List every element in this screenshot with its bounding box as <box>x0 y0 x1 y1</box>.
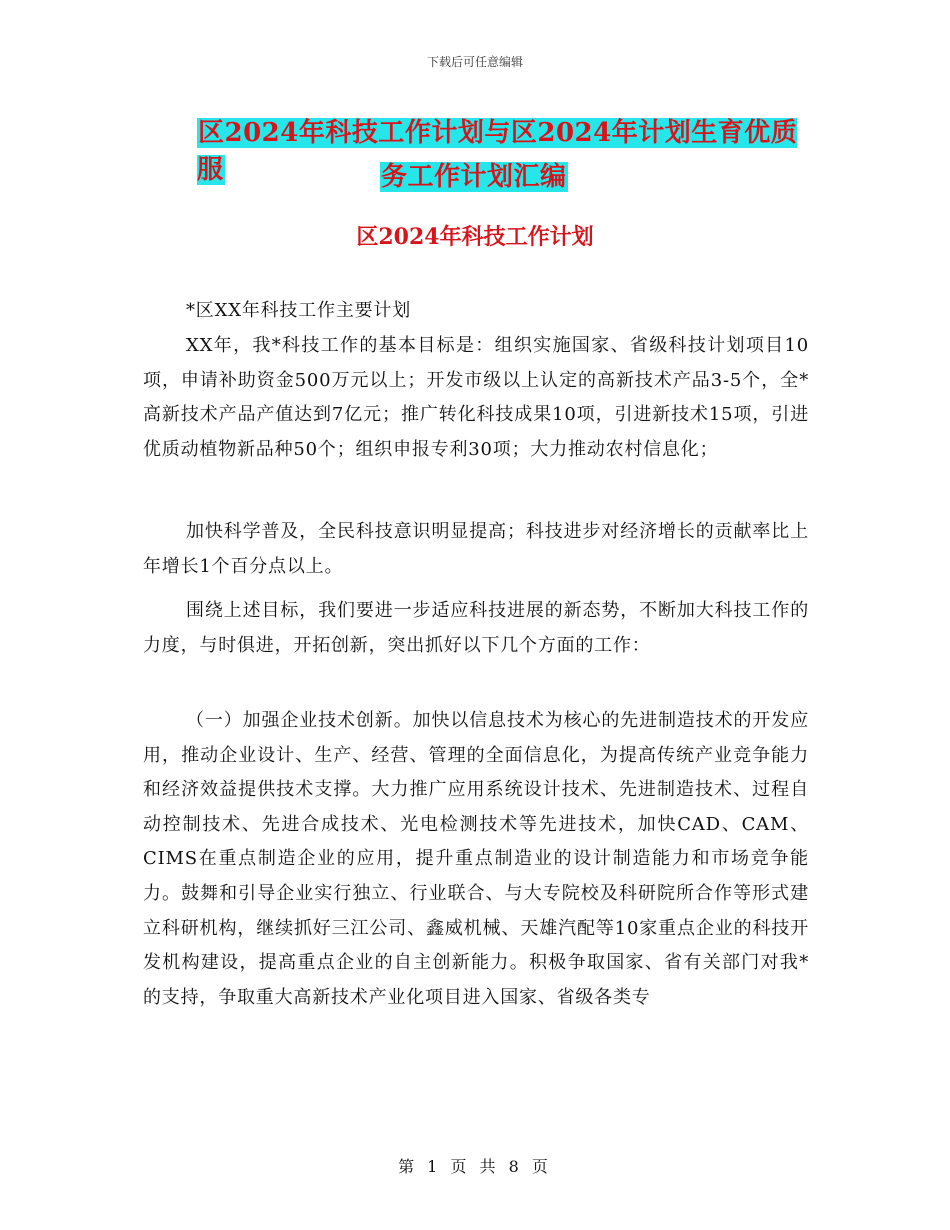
document-title-line-2: 务工作计划汇编 <box>381 162 567 192</box>
document-title-line-1: 区2024年科技工作计划与区2024年计划生育优质服 <box>197 118 798 185</box>
page-footer: 第 1 页 共 8 页 <box>398 1157 552 1176</box>
paragraph-focus-areas: 围绕上述目标，我们要进一步适应科技进展的新态势，不断加大科技工作的力度，与时俱进，开拓创新，突出抓好以下几个方面的工作： <box>143 600 809 656</box>
paragraph-enterprise-innovation: （一）加强企业技术创新。加快以信息技术为核心的先进制造技术的开发应用，推动企业设计、生产、经营、管理的全面信息化，为提高传统产业竞争能力和经济效益提供技术支撑。大力推广应用系统设计技术、先进制造技术、过程自动控制技术、先进合成技术、光电检测技术等先进技术，加快CAD、CAM、CIMS在重点制造企业的应用，提升重点制造业的设计制造能力和市场竞争能力。鼓舞和引导企业实行独立、行业联合、与大专院校及科研院所合作等形式建立科研机构，继续抓好三江公司、鑫威机械、天雄汽配等10家重点企业的科技开发机构建设，提高重点企业的自主创新能力。积极争取国家、省有关部门对我*的支持，争取重大高新技术产业化项目进入国家、省级各类专 <box>143 710 809 1008</box>
page-header-note: 下载后可任意编辑 <box>426 55 523 69</box>
paragraph-subtitle: *区XX年科技工作主要计划 <box>186 300 412 321</box>
paragraph-science-popularization: 加快科学普及，全民科技意识明显提高；科技进步对经济增长的贡献率比上年增长1个百分点以上。 <box>143 521 809 577</box>
paragraph-goals: XX年，我*科技工作的基本目标是：组织实施国家、省级科技计划项目10项，申请补助资金500万元以上；开发市级以上认定的高新技术产品3-5个，全*高新技术产品产值达到7亿元；推广转化科技成果10项，引进新技术15项，引进优质动植物新品种50个；组织申报专利30项；大力推动农村信息化； <box>143 335 809 460</box>
section-title: 区2024年科技工作计划 <box>356 224 594 250</box>
